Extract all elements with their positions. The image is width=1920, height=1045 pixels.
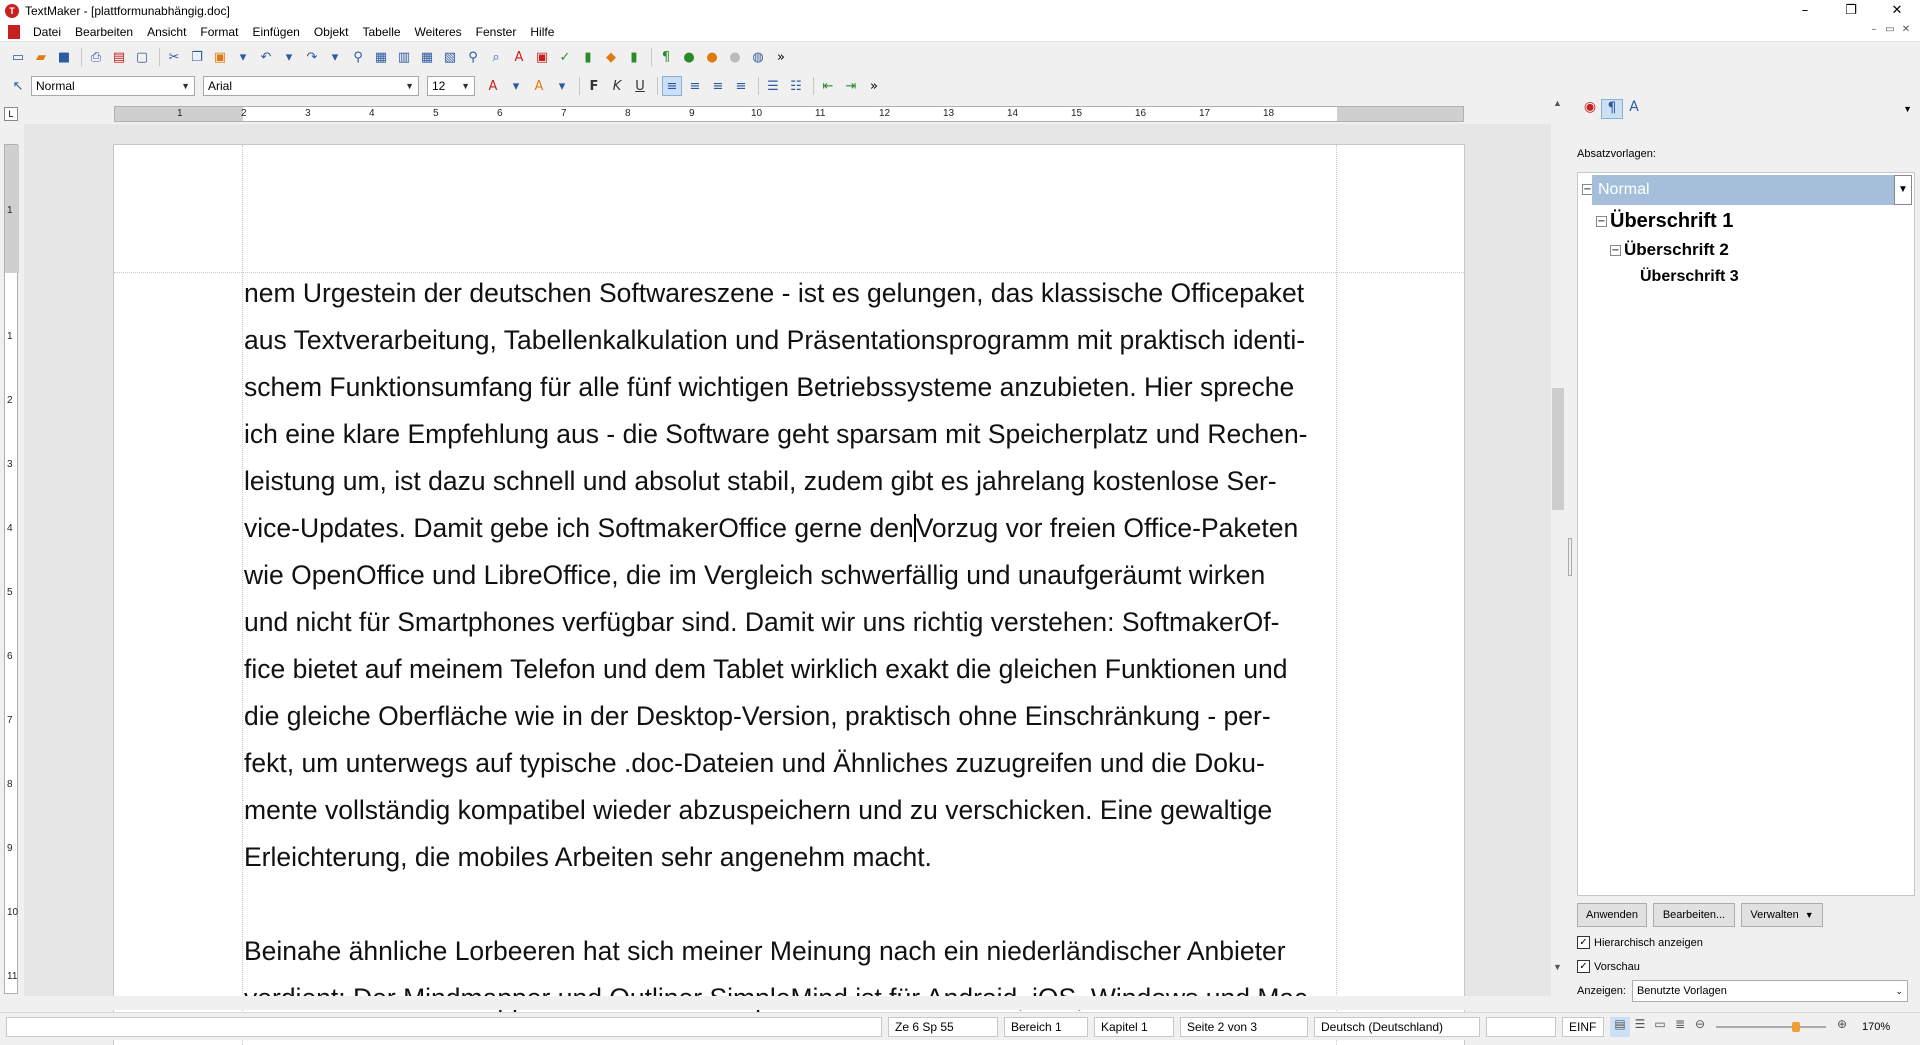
menu-bearbeiten[interactable]: Bearbeiten	[75, 24, 134, 39]
ruler-label: 13	[943, 108, 955, 119]
toolbar-separator	[657, 77, 658, 95]
text-line: ich eine klare Empfehlung aus - die Software geht sparsam mit Speicherplatz und Rechen-	[244, 419, 1308, 449]
toolbar-separator	[758, 77, 759, 95]
menu-objekt[interactable]: Objekt	[313, 24, 349, 39]
manage-button[interactable]	[1741, 903, 1823, 927]
ruler-label: 7	[561, 108, 567, 119]
menu-datei[interactable]: Datei	[33, 24, 62, 39]
font-color-icon[interactable]: A	[488, 78, 498, 94]
checkbox-checked-icon[interactable]: ✓	[1577, 960, 1590, 973]
menu-format[interactable]: Format	[200, 24, 239, 39]
zoom-level[interactable]: 170%	[1862, 1020, 1891, 1033]
textmaker-logo-icon: T	[5, 4, 19, 18]
doc-close-button[interactable]: ✕	[1901, 24, 1911, 35]
checkbox-label: Vorschau	[1594, 960, 1640, 973]
status-position: Ze 6 Sp 55	[888, 1017, 998, 1037]
ruler-label: 14	[1007, 108, 1019, 119]
text-line: Erleichterung, die mobiles Arbeiten sehr angenehm macht.	[244, 842, 932, 872]
ruler-label: 11	[7, 971, 18, 982]
ruler-label: 8	[7, 779, 13, 790]
menu-tabelle[interactable]: Tabelle	[362, 24, 401, 39]
text-line: fekt, um unterwegs auf typische .doc-Dateien und Ähnliches zuzugreifen und die Doku-	[244, 748, 1265, 778]
page-view-icon[interactable]: ▭	[1654, 1016, 1666, 1031]
ruler-label: 12	[879, 108, 891, 119]
paragraph-styles-tab-icon[interactable]: ¶	[1601, 99, 1623, 119]
sidebar-tabs	[1575, 98, 1920, 120]
orange-circle-icon[interactable]: ●	[706, 49, 718, 65]
copy-icon[interactable]: ❐	[191, 49, 203, 65]
textart-icon[interactable]: A	[514, 49, 524, 65]
zoom-slider[interactable]	[1716, 1026, 1826, 1028]
globe-icon[interactable]: ◍	[752, 49, 764, 65]
chevron-down-icon: ▼	[461, 81, 470, 91]
style-item-label: Überschrift 1	[1610, 209, 1734, 232]
panel-menu-icon[interactable]: ▼	[1903, 104, 1912, 114]
insert-chart-icon[interactable]: ▧	[443, 49, 457, 65]
align-center-icon[interactable]: ≡	[689, 78, 701, 94]
ruler-label: 9	[7, 843, 13, 854]
align-left-icon[interactable]: ≡	[662, 76, 682, 96]
view-mode-group	[1610, 1017, 1710, 1037]
redo-icon[interactable]: ↷	[306, 49, 318, 65]
text-line: fice bietet auf meinem Telefon und dem Tablet wirklich exakt die gleichen Funktionen und	[244, 654, 1288, 684]
document-icon[interactable]	[8, 25, 20, 39]
show-filter-value: Benutzte Vorlagen	[1636, 985, 1727, 997]
style-item-heading-3[interactable]	[1640, 265, 1739, 289]
binoculars-icon[interactable]: ⚲	[353, 49, 363, 65]
document-page[interactable]	[114, 145, 1464, 1045]
paragraph-style-value: Normal	[36, 79, 75, 93]
pointer-icon[interactable]: ↖	[12, 78, 24, 94]
margin-guide	[242, 145, 243, 1045]
vertical-scrollbar[interactable]	[1551, 98, 1565, 996]
document-area[interactable]	[24, 124, 1551, 996]
text-line: und nicht für Smartphones verfügbar sind. Damit wir uns richtig verstehen: SoftmakerOf-	[244, 607, 1280, 637]
numbered-list-icon[interactable]: ☷	[790, 78, 802, 94]
outline-view-icon[interactable]: ≣	[1674, 1016, 1686, 1031]
print-preview-icon[interactable]: ▢	[135, 49, 149, 65]
ruler-label: 18	[1263, 108, 1275, 119]
text-line: die gleiche Oberfläche wie in der Desktop-Version, praktisch ohne Einschränkung - per-	[244, 701, 1271, 731]
undo-dropdown-icon[interactable]: ▾	[285, 49, 293, 65]
form-icon[interactable]: ▣	[535, 49, 549, 65]
ruler-label: 1	[7, 331, 13, 342]
redo-dropdown-icon[interactable]: ▾	[331, 49, 339, 65]
ruler-label: 2	[241, 108, 247, 119]
style-item-label: Überschrift 2	[1624, 240, 1729, 259]
toolbar-separator	[81, 48, 82, 66]
font-select[interactable]	[203, 76, 419, 96]
minimize-button[interactable]: –	[1801, 3, 1809, 18]
status-chapter: Kapitel 1	[1094, 1017, 1174, 1037]
format-toolbar	[0, 73, 1556, 99]
close-button[interactable]: ✕	[1891, 3, 1903, 18]
maximize-button[interactable]: ❐	[1845, 3, 1857, 18]
ruler-label: 6	[497, 108, 503, 119]
print-icon[interactable]: ⎙	[90, 49, 102, 65]
insert-textbox-icon[interactable]: ▥	[397, 49, 411, 65]
text-line: leistung um, ist dazu schnell und absolut stabil, zudem gibt es jahrelang kostenlose Ser-	[244, 466, 1277, 496]
text-line: mente vollständig kompatibel wieder abzuspeichern und zu verschicken. Eine gewaltige	[244, 795, 1273, 825]
undo-icon[interactable]: ↶	[260, 49, 272, 65]
collapse-icon[interactable]: −	[1597, 215, 1606, 227]
object-icon[interactable]: ◆	[606, 49, 616, 65]
ruler-label: 1	[7, 205, 13, 216]
ruler-label: 3	[305, 108, 311, 119]
bar-chart-icon[interactable]: ▮	[584, 49, 592, 65]
text-line: wie OpenOffice und LibreOffice, die im Vergleich schwerfällig und unaufgeräumt wirken	[244, 560, 1266, 590]
window-title: TextMaker - [plattformunabhängig.doc]	[25, 4, 230, 18]
manage-button-label: Verwalten	[1750, 909, 1799, 921]
highlight-color-icon[interactable]: A	[534, 78, 544, 94]
green-circle-icon[interactable]: ●	[683, 49, 695, 65]
text-line: aus Textverarbeitung, Tabellenkalkulation und Präsentationsprogramm mit praktisch identi-	[244, 325, 1306, 355]
show-filter-select[interactable]	[1632, 980, 1908, 1002]
ruler-label: 9	[689, 108, 695, 119]
style-item-heading-1[interactable]	[1596, 207, 1733, 235]
style-item-label: Normal	[1598, 181, 1650, 198]
status-bar	[0, 1012, 1920, 1040]
standard-toolbar	[0, 44, 1556, 70]
ruler-label: 1	[177, 108, 183, 119]
toolbar-separator	[159, 48, 160, 66]
zoom-in-icon[interactable]: ⊕	[1836, 1016, 1848, 1031]
edit-button[interactable]: Bearbeiten...	[1653, 903, 1735, 927]
sidebar-panel	[1575, 98, 1920, 1018]
status-page: Seite 2 von 3	[1180, 1017, 1308, 1037]
toolbar-separator	[579, 77, 580, 95]
cut-icon[interactable]: ✂	[168, 49, 180, 65]
splitter-grip[interactable]	[1568, 538, 1572, 576]
chevron-down-icon: ▼	[1804, 910, 1814, 920]
panel-splitter[interactable]	[1565, 98, 1575, 996]
zoom-slider-thumb[interactable]	[1792, 1022, 1800, 1032]
text-line-with-caret	[244, 505, 1344, 552]
increase-indent-icon[interactable]: ⇥	[845, 78, 857, 94]
scroll-down-icon[interactable]: ▼	[1553, 962, 1562, 972]
paragraph-marks-icon[interactable]: ¶	[661, 49, 671, 65]
menu-fenster[interactable]: Fenster	[475, 24, 517, 39]
character-styles-tab-icon[interactable]: A	[1629, 99, 1639, 115]
italic-icon[interactable]: K	[612, 78, 622, 94]
document-text[interactable]	[244, 270, 1344, 1022]
doc-restore-button[interactable]: ▭	[1885, 24, 1895, 35]
status-area: Bereich 1	[1004, 1017, 1088, 1037]
style-item-normal[interactable]	[1592, 175, 1912, 205]
status-insert-mode[interactable]: EINF	[1562, 1017, 1604, 1037]
scroll-up-icon[interactable]: ▲	[1553, 98, 1562, 108]
zoom-out-icon[interactable]: ⊖	[1694, 1016, 1706, 1031]
font-color-dropdown-icon[interactable]: ▾	[512, 78, 520, 94]
ruler-label: 15	[1071, 108, 1083, 119]
show-label: Anzeigen:	[1577, 985, 1626, 997]
menu-bar	[0, 22, 1920, 42]
status-language[interactable]: Deutsch (Deutschland)	[1314, 1017, 1480, 1037]
toolbar-separator	[651, 48, 652, 66]
navigator-tab-icon[interactable]: ◉	[1583, 99, 1597, 115]
collapse-icon[interactable]: −	[1583, 184, 1592, 195]
ruler-label: 10	[751, 108, 763, 119]
chevron-down-icon[interactable]: ▼	[1894, 175, 1912, 205]
insert-table-icon[interactable]: ▦	[420, 49, 434, 65]
text-before-caret: vice-Updates. Damit gebe ich SoftmakerOffice gerne den	[244, 513, 914, 543]
ruler-label: 8	[625, 108, 631, 119]
ruler-label: 7	[7, 715, 13, 726]
doc-minimize-button[interactable]: –	[1871, 24, 1877, 35]
open-file-icon[interactable]: ▰	[36, 49, 46, 65]
vertical-ruler[interactable]	[4, 144, 18, 994]
text-line: Beinahe ähnliche Lorbeeren hat sich meiner Meinung nach ein niederländischer Anbieter	[244, 936, 1286, 966]
toolbar-separator	[813, 77, 814, 95]
ruler-label: 2	[7, 395, 13, 406]
ruler-label: 16	[1135, 108, 1147, 119]
chevron-down-icon: ▼	[405, 81, 414, 91]
style-item-heading-2[interactable]	[1610, 237, 1729, 263]
new-file-icon[interactable]: ▭	[11, 49, 25, 65]
normal-view-icon[interactable]: ▤	[1610, 1017, 1630, 1037]
zoom-icon[interactable]: ⚲	[468, 49, 478, 65]
font-value: Arial	[208, 79, 233, 93]
tab-stop-selector[interactable]: L	[4, 107, 18, 121]
styles-tree[interactable]	[1577, 172, 1915, 896]
horizontal-ruler[interactable]	[114, 106, 1464, 122]
collapse-icon[interactable]: −	[1611, 244, 1620, 256]
paragraph-gap	[244, 881, 1344, 928]
gray-circle-icon[interactable]: ●	[729, 49, 741, 65]
title-bar	[0, 0, 1920, 22]
apply-button[interactable]: Anwenden	[1577, 903, 1647, 927]
checkbox-checked-icon[interactable]: ✓	[1577, 936, 1590, 949]
ruler-label: 4	[7, 523, 13, 534]
status-message	[6, 1017, 882, 1037]
paragraph-style-select[interactable]	[31, 76, 195, 96]
text-after-caret: Vorzug vor freien Office-Paketen	[915, 513, 1299, 543]
paragraph-styles-label: Absatzvorlagen:	[1577, 148, 1656, 160]
menu-ansicht[interactable]: Ansicht	[147, 24, 187, 39]
ruler-label: 10	[7, 907, 19, 918]
underline-icon[interactable]: U	[635, 78, 645, 94]
style-item-label: Überschrift 3	[1640, 268, 1739, 285]
export-pdf-icon[interactable]: ▤	[112, 49, 126, 65]
menu-weiteres[interactable]: Weiteres	[414, 24, 462, 39]
continuous-view-icon[interactable]: ☰	[1634, 1016, 1646, 1031]
scroll-thumb[interactable]	[1552, 388, 1564, 510]
search-replace-icon[interactable]: ⌕	[492, 49, 500, 65]
menu-einfuegen[interactable]: Einfügen	[252, 24, 300, 39]
spellcheck-icon[interactable]: ✓	[559, 49, 571, 65]
ruler-label: 11	[815, 108, 826, 119]
menu-hilfe[interactable]: Hilfe	[530, 24, 555, 39]
ruler-label: 4	[369, 108, 375, 119]
horizontal-scrollbar[interactable]	[0, 996, 1565, 1010]
status-empty	[1486, 1017, 1556, 1037]
ruler-label: 5	[433, 108, 439, 119]
toolbar-overflow-icon[interactable]: »	[870, 78, 878, 94]
show-filter-row	[1577, 980, 1908, 1002]
font-size-value: 12	[432, 79, 446, 93]
chevron-down-icon: ⌄	[1895, 985, 1903, 996]
ruler-text-area	[243, 107, 1337, 121]
hierarchical-checkbox[interactable]	[1577, 936, 1703, 949]
ruler-label: 17	[1199, 108, 1211, 119]
preview-checkbox[interactable]	[1577, 960, 1640, 973]
chevron-down-icon: ▼	[181, 81, 190, 91]
highlight-dropdown-icon[interactable]: ▾	[558, 78, 566, 94]
ruler-label: 3	[7, 459, 13, 470]
checkbox-label: Hierarchisch anzeigen	[1594, 936, 1703, 949]
sidebar-icon[interactable]: ▮	[630, 49, 638, 65]
text-line: schem Funktionsumfang für alle fünf wichtigen Betriebssysteme anzubieten. Hier spreche	[244, 372, 1295, 402]
paste-icon[interactable]: ▣	[213, 49, 227, 65]
bullet-list-icon[interactable]: ☰	[767, 78, 779, 94]
bold-icon[interactable]: F	[589, 78, 599, 94]
insert-frame-icon[interactable]: ▦	[374, 49, 388, 65]
text-line: nem Urgestein der deutschen Softwareszene - ist es gelungen, das klassische Officepaket	[244, 278, 1305, 308]
paste-dropdown-icon[interactable]: ▾	[239, 49, 247, 65]
ruler-label: 5	[7, 587, 13, 598]
ruler-label: 6	[7, 651, 13, 662]
save-icon[interactable]: ■	[57, 49, 71, 65]
justify-icon[interactable]: ≡	[735, 78, 747, 94]
decrease-indent-icon[interactable]: ⇤	[822, 78, 834, 94]
font-size-select[interactable]	[427, 76, 475, 96]
toolbar-overflow-icon[interactable]: »	[777, 49, 785, 65]
align-right-icon[interactable]: ≡	[712, 78, 724, 94]
